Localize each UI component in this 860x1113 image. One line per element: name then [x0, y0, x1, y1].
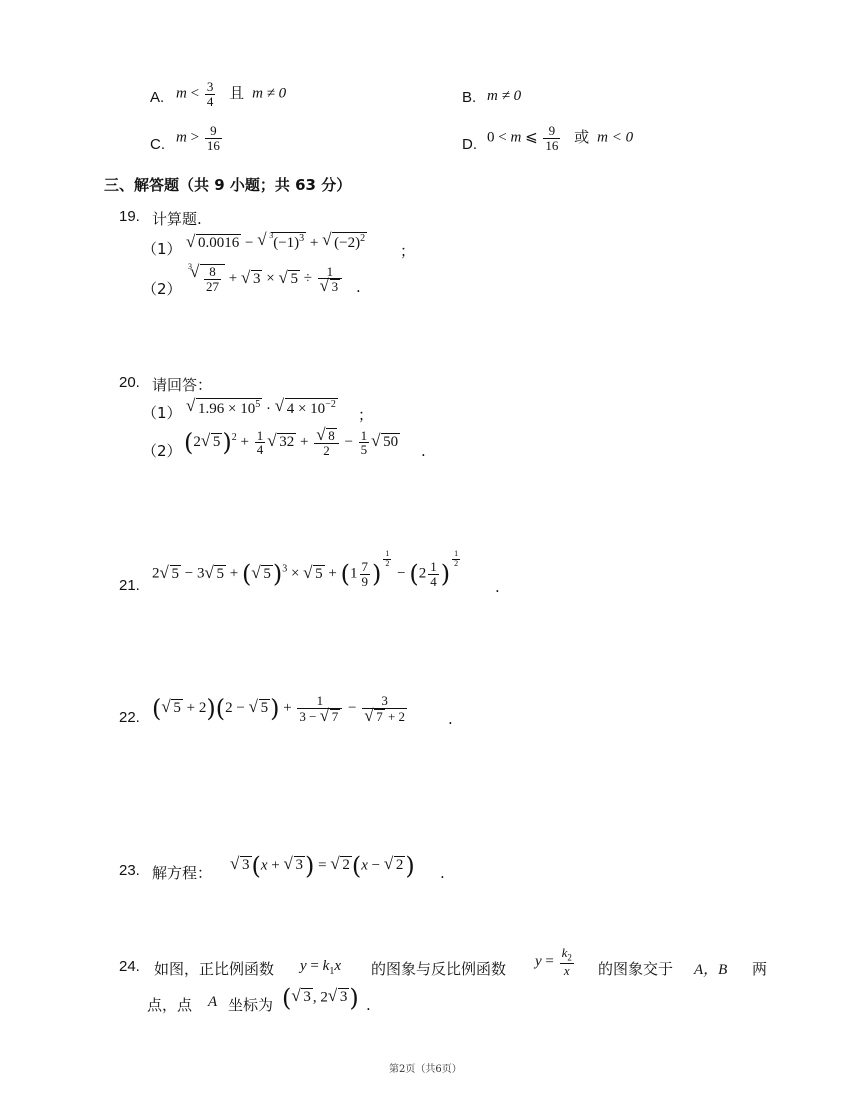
option-a-letter: A.: [150, 89, 165, 106]
var-m: m: [176, 129, 187, 146]
q24-coordinate: (√ 3 , 2√ 3): [282, 984, 359, 1012]
q24-end: .: [366, 996, 371, 1014]
fraction: [543, 124, 560, 152]
q22-end: .: [448, 710, 453, 728]
q24-text-3: 的图象交于: [598, 960, 674, 978]
q23-expr: √ 3(x + √ 3) = √ 2(x − √ 2): [230, 852, 415, 880]
q19-part1-expr: √ 0.0016 − √ $^3(-1)^3$ + √ $(-2)^2$: [186, 232, 367, 252]
condition: m ≠ 0: [252, 85, 287, 102]
points-ab: A，B: [694, 962, 728, 978]
option-c-math: [176, 124, 224, 152]
q24-linear-function: $y = k_1x$: [300, 958, 341, 977]
denominator: 4: [206, 93, 214, 109]
q19-part2-expr: $^3$ √ $\frac{8}{27}$ + √ 3 × √ 5 ÷ 1 √ 3: [186, 264, 344, 294]
q19-text: 计算题.: [152, 210, 202, 228]
q24-text-5: 两: [752, 960, 768, 978]
q24-text-8: 坐标为: [228, 996, 274, 1014]
page-footer: 第2页（共6页）: [389, 1064, 462, 1075]
point-a: A: [208, 994, 218, 1010]
q23-end: .: [440, 864, 445, 882]
option-d-math: [487, 124, 633, 152]
q20-number: 20.: [119, 374, 140, 391]
sign: >: [186, 129, 203, 146]
option-a-math: [176, 80, 286, 108]
q24-number: 24.: [119, 958, 140, 975]
q20-text: 请回答：: [152, 376, 213, 394]
denominator: 16: [206, 137, 220, 153]
sqrt: √ 0.0016: [187, 234, 241, 252]
option-c-letter: C.: [150, 136, 165, 153]
fraction: [205, 124, 222, 152]
q20-part2-expr: (2√ 5)$^2$ + $\frac{1}{4}$ √ 32 + √ $\frac{8}{2}$ − $\frac{1}{5}$ √ 50: [184, 428, 400, 457]
fraction: 1 √ 3: [318, 265, 343, 294]
option-b-letter: B.: [462, 89, 477, 106]
fraction: [205, 80, 216, 108]
q22-number: 22.: [119, 709, 140, 726]
q20-part1-end: ；: [358, 406, 374, 424]
q20-part2-label: （2）: [142, 442, 182, 460]
q20-part1-label: （1）: [142, 404, 182, 422]
q19-part1-end: ；: [400, 242, 416, 260]
cube-root: √ $\frac{8}{27}$: [191, 264, 225, 293]
sqrt: √ $(-2)^2$: [323, 232, 367, 252]
q24-point-a: [208, 994, 217, 1011]
q21-expr: 2√ 5 − 3√ 5 + (√ 5)$^3$ × √ 5 + (1 $\frac{7}{9}$ ) $^{\frac{1}{2}}$ − (2 $\frac{1}{4}$ ) $^{\frac{1}{2}}$: [152, 560, 462, 588]
var-m: m: [176, 85, 187, 102]
prefix: 0 <: [487, 129, 511, 146]
numerator: 9: [548, 123, 556, 138]
q24-inverse-function: y = $\frac{k_2}{x}$: [535, 945, 572, 979]
q24-text-2: 的图象与反比例函数: [371, 960, 507, 978]
q19-number: 19.: [119, 208, 140, 225]
option-d-letter: D.: [462, 136, 477, 153]
sign: ⩽: [521, 129, 542, 146]
q24-text-1: 如图，正比例函数: [154, 960, 275, 978]
var-m: m: [510, 129, 522, 146]
denominator: 16: [545, 137, 559, 153]
q21-number: 21.: [119, 577, 140, 594]
conjunction: 且: [229, 83, 245, 102]
section-title: 三、解答题（共 9 小题；共 63 分）: [104, 176, 352, 194]
numerator: 9: [210, 123, 217, 138]
q20-part2-end: .: [421, 442, 426, 460]
option-b-math: [487, 88, 521, 105]
q24-text-6: 点，点: [147, 996, 193, 1014]
q19-part2-label: （2）: [142, 280, 182, 298]
condition: m ≠ 0: [487, 88, 522, 104]
q19-part1-label: （1）: [142, 240, 182, 258]
sign: <: [186, 85, 203, 102]
cube-root: √ $^3(-1)^3$: [258, 232, 306, 252]
conjunction: 或: [574, 127, 590, 146]
q23-number: 23.: [119, 862, 140, 879]
q23-text: 解方程：: [152, 864, 213, 882]
condition: m < 0: [597, 129, 634, 146]
q22-expr: (√ 5 + 2)(2 − √ 5) + $\frac{1}{3 - √ 7}$ − 3 √ 7 + 2: [152, 694, 409, 723]
q19-part2-end: .: [356, 278, 361, 296]
q20-part1-expr: √ $1.96 \times 10^5$ · √ $4 \times 10^{-2}$: [186, 398, 338, 418]
numerator: 3: [206, 79, 214, 94]
q24-points: [694, 958, 727, 979]
q21-end: .: [495, 578, 500, 596]
